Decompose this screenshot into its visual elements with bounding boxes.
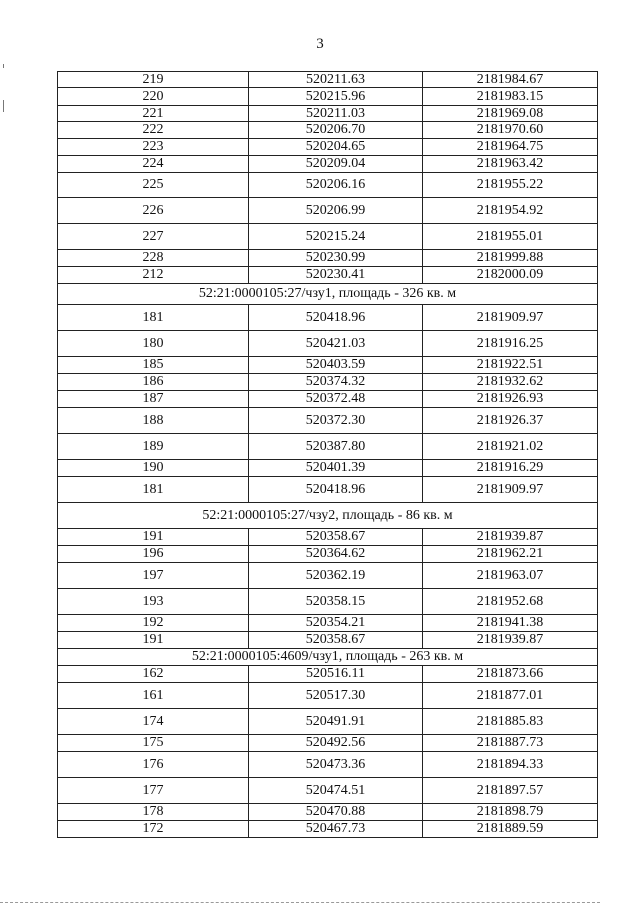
page-number: 3 bbox=[316, 36, 324, 52]
point-number-cell: 175 bbox=[58, 735, 249, 752]
x-coordinate-cell: 520362.19 bbox=[249, 563, 423, 589]
y-coordinate-cell: 2181970.60 bbox=[423, 122, 598, 139]
x-coordinate-cell: 520517.30 bbox=[249, 683, 423, 709]
table-row bbox=[58, 156, 598, 173]
point-number-cell: 181 bbox=[58, 305, 249, 331]
y-coordinate-cell: 2181941.38 bbox=[423, 615, 598, 632]
y-coordinate-cell: 2181939.87 bbox=[423, 529, 598, 546]
y-coordinate-cell: 2181983.15 bbox=[423, 88, 598, 106]
y-coordinate-cell: 2181921.02 bbox=[423, 434, 598, 460]
point-number-cell: 225 bbox=[58, 173, 249, 198]
y-coordinate-cell: 2181962.21 bbox=[423, 546, 598, 563]
table-row bbox=[58, 546, 598, 563]
section-header-row bbox=[58, 503, 598, 529]
table-row bbox=[58, 632, 598, 649]
table-row bbox=[58, 589, 598, 615]
section-header-row bbox=[58, 649, 598, 666]
x-coordinate-cell: 520418.96 bbox=[249, 477, 423, 503]
x-coordinate-cell: 520354.21 bbox=[249, 615, 423, 632]
section-header-row bbox=[58, 284, 598, 305]
table-row bbox=[58, 615, 598, 632]
point-number-cell: 222 bbox=[58, 122, 249, 139]
point-number-cell: 228 bbox=[58, 250, 249, 267]
x-coordinate-cell: 520516.11 bbox=[249, 666, 423, 683]
x-coordinate-cell: 520230.99 bbox=[249, 250, 423, 267]
table-row bbox=[58, 821, 598, 838]
table-row bbox=[58, 752, 598, 778]
point-number-cell: 185 bbox=[58, 357, 249, 374]
y-coordinate-cell: 2181926.93 bbox=[423, 391, 598, 408]
point-number-cell: 162 bbox=[58, 666, 249, 683]
y-coordinate-cell: 2181909.97 bbox=[423, 477, 598, 503]
x-coordinate-cell: 520418.96 bbox=[249, 305, 423, 331]
x-coordinate-cell: 520209.04 bbox=[249, 156, 423, 173]
x-coordinate-cell: 520358.67 bbox=[249, 632, 423, 649]
point-number-cell: 177 bbox=[58, 778, 249, 804]
point-number-cell: 227 bbox=[58, 224, 249, 250]
y-coordinate-cell: 2181954.92 bbox=[423, 198, 598, 224]
section-label: 52:21:0000105:4609/чзу1, площадь - 263 кв. м bbox=[58, 649, 598, 666]
y-coordinate-cell: 2181885.83 bbox=[423, 709, 598, 735]
point-number-cell: 223 bbox=[58, 139, 249, 156]
point-number-cell: 181 bbox=[58, 477, 249, 503]
x-coordinate-cell: 520372.48 bbox=[249, 391, 423, 408]
table-row bbox=[58, 666, 598, 683]
y-coordinate-cell: 2182000.09 bbox=[423, 267, 598, 284]
point-number-cell: 221 bbox=[58, 106, 249, 122]
x-coordinate-cell: 520358.15 bbox=[249, 589, 423, 615]
y-coordinate-cell: 2181932.62 bbox=[423, 374, 598, 391]
y-coordinate-cell: 2181894.33 bbox=[423, 752, 598, 778]
table-row bbox=[58, 683, 598, 709]
y-coordinate-cell: 2181926.37 bbox=[423, 408, 598, 434]
y-coordinate-cell: 2181939.87 bbox=[423, 632, 598, 649]
point-number-cell: 178 bbox=[58, 804, 249, 821]
table-row bbox=[58, 106, 598, 122]
table-row bbox=[58, 331, 598, 357]
x-coordinate-cell: 520387.80 bbox=[249, 434, 423, 460]
point-number-cell: 212 bbox=[58, 267, 249, 284]
table-row bbox=[58, 72, 598, 88]
point-number-cell: 219 bbox=[58, 72, 249, 88]
table-row bbox=[58, 778, 598, 804]
y-coordinate-cell: 2181999.88 bbox=[423, 250, 598, 267]
y-coordinate-cell: 2181964.75 bbox=[423, 139, 598, 156]
x-coordinate-cell: 520470.88 bbox=[249, 804, 423, 821]
table-row bbox=[58, 529, 598, 546]
y-coordinate-cell: 2181897.57 bbox=[423, 778, 598, 804]
table-row bbox=[58, 477, 598, 503]
x-coordinate-cell: 520467.73 bbox=[249, 821, 423, 838]
x-coordinate-cell: 520374.32 bbox=[249, 374, 423, 391]
point-number-cell: 172 bbox=[58, 821, 249, 838]
y-coordinate-cell: 2181916.25 bbox=[423, 331, 598, 357]
point-number-cell: 190 bbox=[58, 460, 249, 477]
point-number-cell: 189 bbox=[58, 434, 249, 460]
point-number-cell: 196 bbox=[58, 546, 249, 563]
point-number-cell: 176 bbox=[58, 752, 249, 778]
table-row bbox=[58, 563, 598, 589]
bottom-divider bbox=[0, 902, 600, 904]
y-coordinate-cell: 2181963.07 bbox=[423, 563, 598, 589]
section-label: 52:21:0000105:27/чзу1, площадь - 326 кв. м bbox=[58, 284, 598, 305]
y-coordinate-cell: 2181955.01 bbox=[423, 224, 598, 250]
point-number-cell: 197 bbox=[58, 563, 249, 589]
x-coordinate-cell: 520211.03 bbox=[249, 106, 423, 122]
x-coordinate-cell: 520364.62 bbox=[249, 546, 423, 563]
table-row bbox=[58, 460, 598, 477]
x-coordinate-cell: 520401.39 bbox=[249, 460, 423, 477]
x-coordinate-cell: 520230.41 bbox=[249, 267, 423, 284]
section-label: 52:21:0000105:27/чзу2, площадь - 86 кв. м bbox=[58, 503, 598, 529]
point-number-cell: 191 bbox=[58, 529, 249, 546]
point-number-cell: 187 bbox=[58, 391, 249, 408]
table-row bbox=[58, 173, 598, 198]
table-row bbox=[58, 357, 598, 374]
point-number-cell: 192 bbox=[58, 615, 249, 632]
table-row bbox=[58, 198, 598, 224]
table-row bbox=[58, 735, 598, 752]
table-row bbox=[58, 391, 598, 408]
x-coordinate-cell: 520403.59 bbox=[249, 357, 423, 374]
table-row bbox=[58, 374, 598, 391]
y-coordinate-cell: 2181909.97 bbox=[423, 305, 598, 331]
x-coordinate-cell: 520206.70 bbox=[249, 122, 423, 139]
table-row bbox=[58, 709, 598, 735]
x-coordinate-cell: 520491.91 bbox=[249, 709, 423, 735]
point-number-cell: 226 bbox=[58, 198, 249, 224]
x-coordinate-cell: 520204.65 bbox=[249, 139, 423, 156]
x-coordinate-cell: 520473.36 bbox=[249, 752, 423, 778]
y-coordinate-cell: 2181889.59 bbox=[423, 821, 598, 838]
y-coordinate-cell: 2181887.73 bbox=[423, 735, 598, 752]
point-number-cell: 188 bbox=[58, 408, 249, 434]
y-coordinate-cell: 2181955.22 bbox=[423, 173, 598, 198]
y-coordinate-cell: 2181984.67 bbox=[423, 72, 598, 88]
point-number-cell: 193 bbox=[58, 589, 249, 615]
table-row bbox=[58, 224, 598, 250]
y-coordinate-cell: 2181898.79 bbox=[423, 804, 598, 821]
table-row bbox=[58, 434, 598, 460]
y-coordinate-cell: 2181877.01 bbox=[423, 683, 598, 709]
y-coordinate-cell: 2181922.51 bbox=[423, 357, 598, 374]
x-coordinate-cell: 520372.30 bbox=[249, 408, 423, 434]
table-row bbox=[58, 408, 598, 434]
table-row bbox=[58, 804, 598, 821]
point-number-cell: 180 bbox=[58, 331, 249, 357]
point-number-cell: 224 bbox=[58, 156, 249, 173]
y-coordinate-cell: 2181952.68 bbox=[423, 589, 598, 615]
point-number-cell: 161 bbox=[58, 683, 249, 709]
point-number-cell: 220 bbox=[58, 88, 249, 106]
point-number-cell: 191 bbox=[58, 632, 249, 649]
y-coordinate-cell: 2181873.66 bbox=[423, 666, 598, 683]
x-coordinate-cell: 520211.63 bbox=[249, 72, 423, 88]
y-coordinate-cell: 2181916.29 bbox=[423, 460, 598, 477]
table-row bbox=[58, 122, 598, 139]
x-coordinate-cell: 520206.99 bbox=[249, 198, 423, 224]
y-coordinate-cell: 2181963.42 bbox=[423, 156, 598, 173]
x-coordinate-cell: 520215.96 bbox=[249, 88, 423, 106]
table-row bbox=[58, 267, 598, 284]
margin-mark bbox=[3, 64, 4, 68]
x-coordinate-cell: 520215.24 bbox=[249, 224, 423, 250]
x-coordinate-cell: 520421.03 bbox=[249, 331, 423, 357]
coordinates-table bbox=[57, 71, 598, 838]
point-number-cell: 186 bbox=[58, 374, 249, 391]
point-number-cell: 174 bbox=[58, 709, 249, 735]
x-coordinate-cell: 520358.67 bbox=[249, 529, 423, 546]
x-coordinate-cell: 520206.16 bbox=[249, 173, 423, 198]
margin-mark bbox=[3, 100, 4, 112]
table-row bbox=[58, 250, 598, 267]
x-coordinate-cell: 520474.51 bbox=[249, 778, 423, 804]
table-row bbox=[58, 88, 598, 106]
table-row bbox=[58, 305, 598, 331]
x-coordinate-cell: 520492.56 bbox=[249, 735, 423, 752]
y-coordinate-cell: 2181969.08 bbox=[423, 106, 598, 122]
table-row bbox=[58, 139, 598, 156]
